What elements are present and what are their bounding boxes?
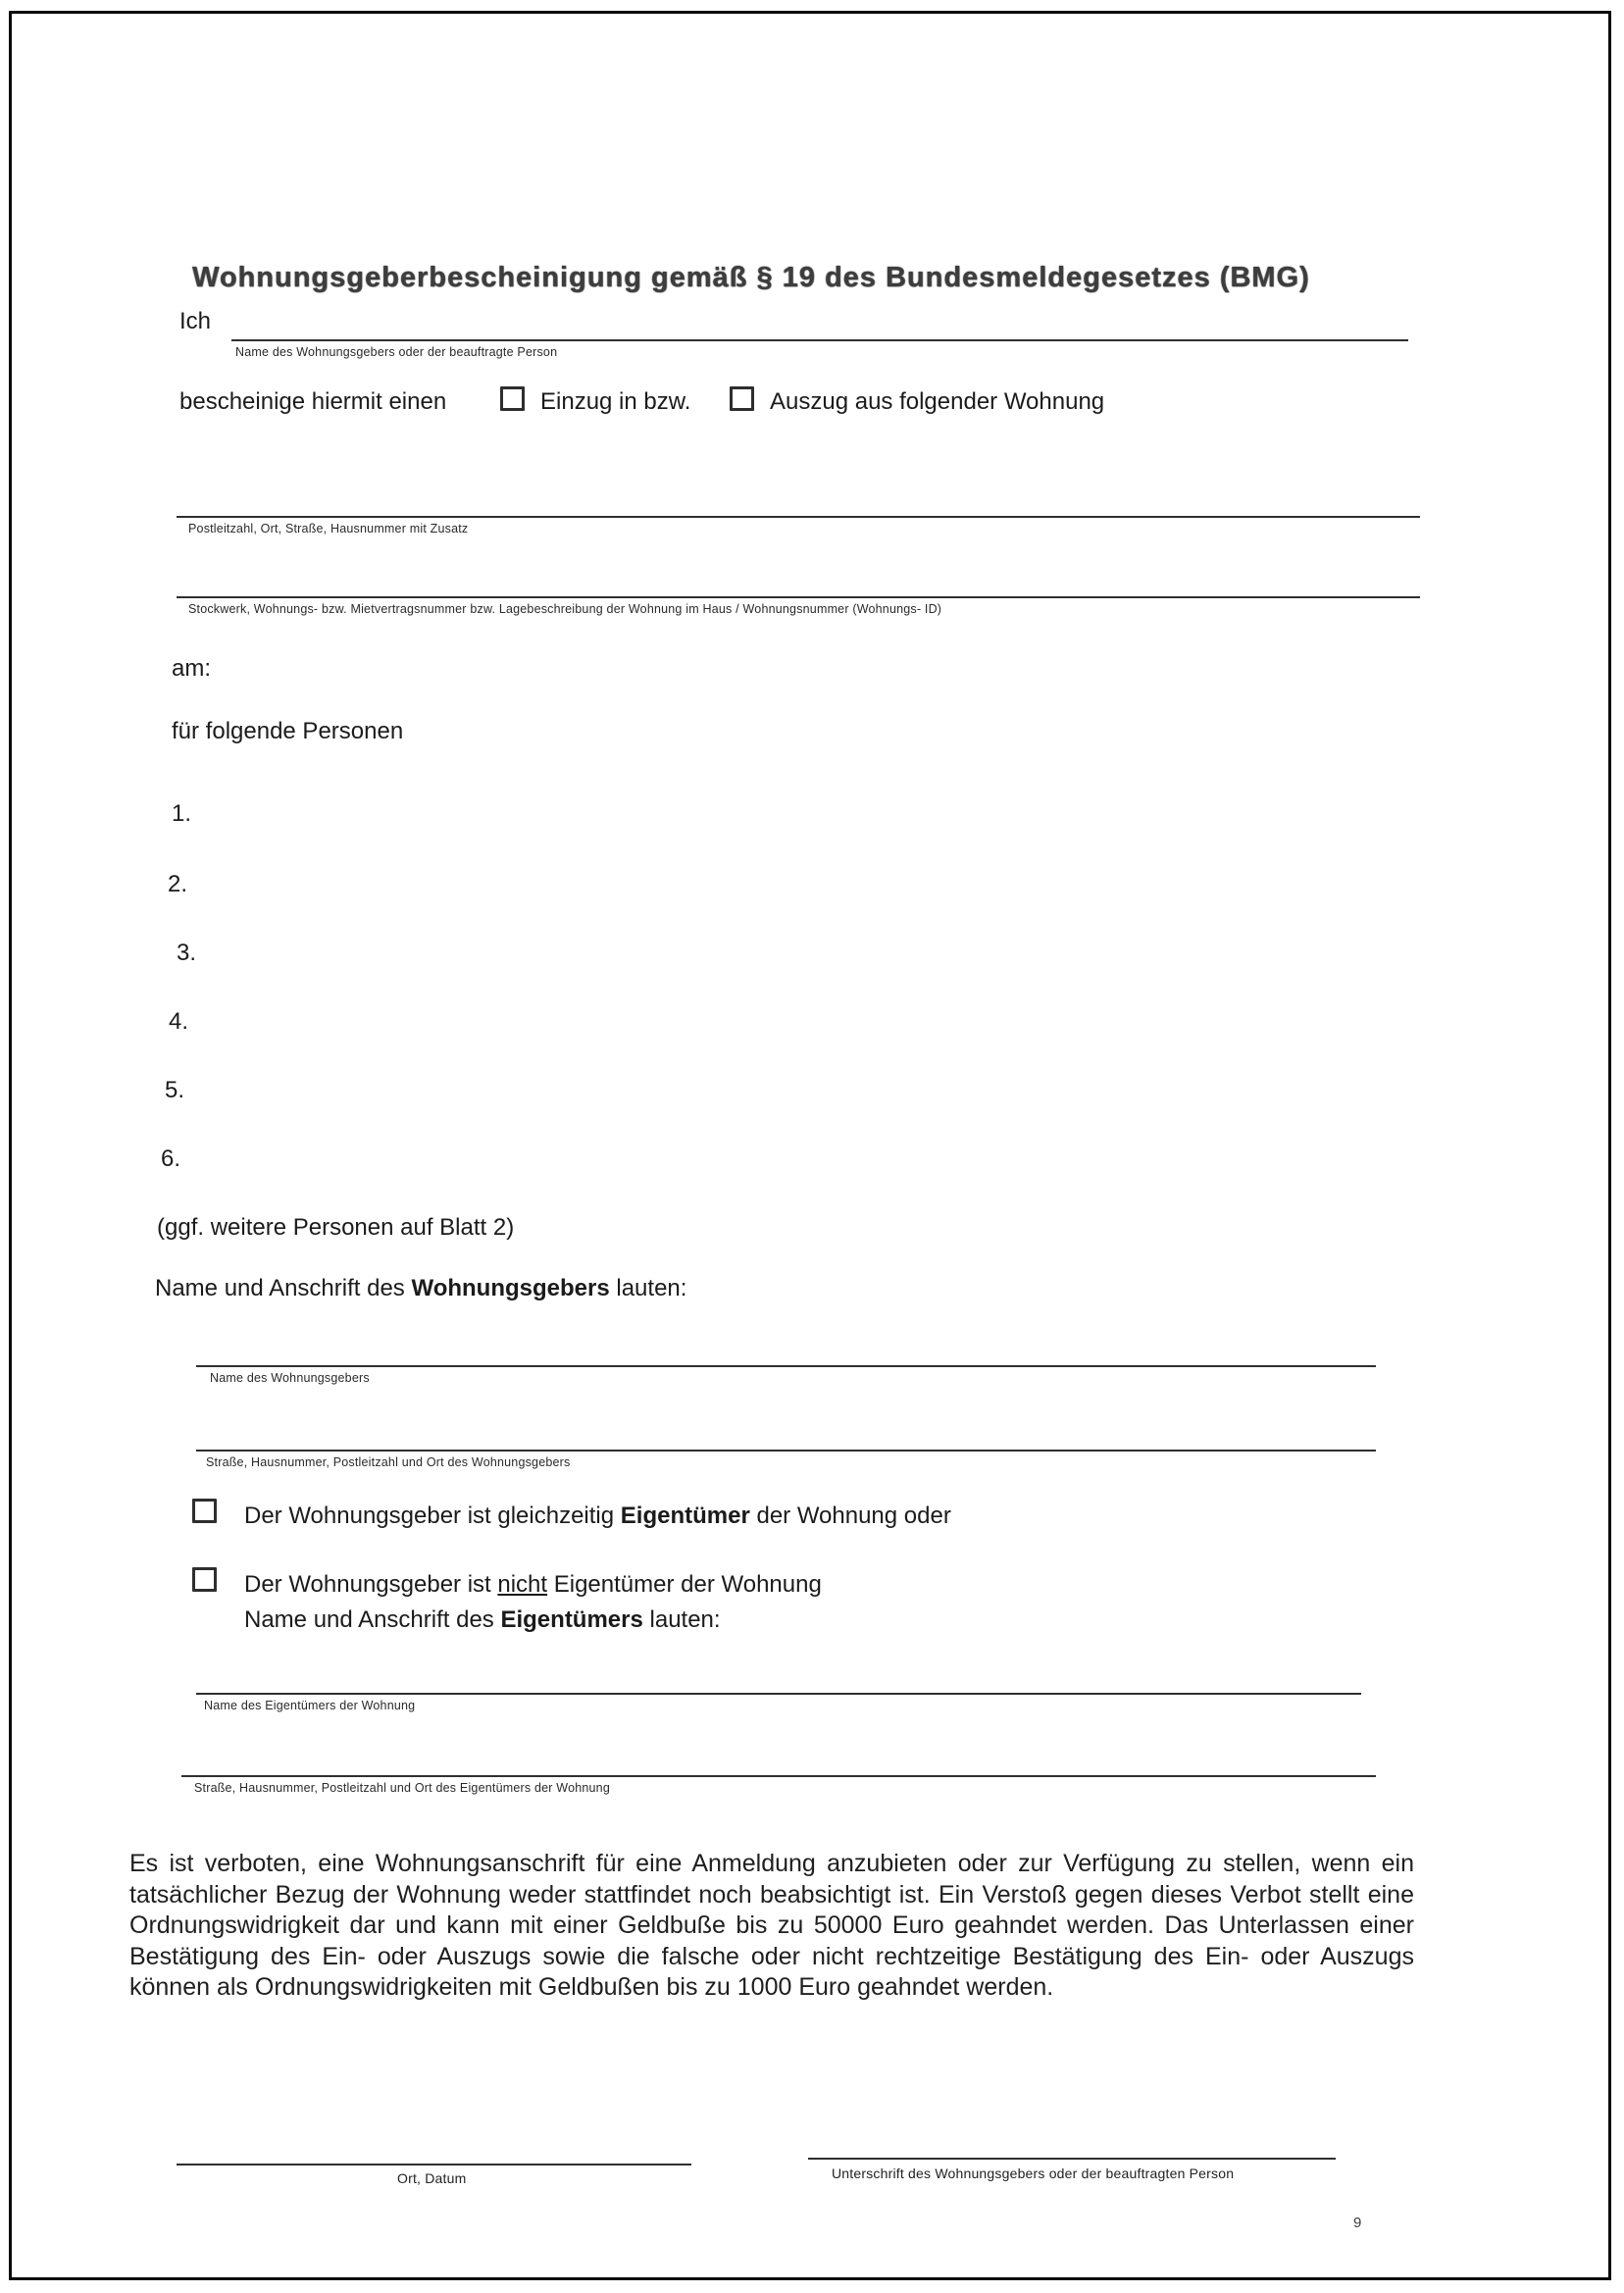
person-number-5: 5. xyxy=(165,1077,185,1103)
landlord-heading xyxy=(155,1275,686,1302)
not-owner-checkbox[interactable] xyxy=(192,1567,217,1592)
auszug-label: Auszug aus folgender Wohnung xyxy=(770,388,1105,415)
landlord-name-caption: Name des Wohnungsgebers xyxy=(210,1371,370,1385)
landlord-address-caption: Straße, Hausnummer, Postleitzahl und Ort des Wohnungsgebers xyxy=(206,1455,571,1469)
declarant-pronoun: Ich xyxy=(179,308,212,334)
declarant-name-line[interactable] xyxy=(231,339,1408,341)
owner-address-line[interactable] xyxy=(181,1775,1376,1777)
is-owner-checkbox[interactable] xyxy=(192,1499,217,1523)
owner-name-caption: Name des Eigentümers der Wohnung xyxy=(204,1699,416,1712)
is-owner-bold: Eigentümer xyxy=(620,1503,750,1529)
landlord-name-line[interactable] xyxy=(196,1365,1376,1367)
landlord-address-line[interactable] xyxy=(196,1450,1376,1452)
place-date-line[interactable] xyxy=(177,2164,691,2166)
date-label: am: xyxy=(172,655,212,682)
is-owner-option xyxy=(244,1503,951,1530)
signature-line[interactable] xyxy=(808,2158,1336,2160)
person-number-3: 3. xyxy=(177,940,197,966)
auszug-checkbox[interactable] xyxy=(730,386,754,411)
dwelling-location-line[interactable] xyxy=(177,596,1420,598)
owner-name-line[interactable] xyxy=(196,1693,1361,1695)
person-number-1: 1. xyxy=(172,800,192,827)
person-number-6: 6. xyxy=(161,1146,181,1172)
owner-heading-prefix: Name und Anschrift des xyxy=(244,1606,501,1633)
persons-heading: für folgende Personen xyxy=(172,718,404,744)
more-persons-note: (ggf. weitere Personen auf Blatt 2) xyxy=(157,1214,515,1241)
owner-heading-suffix: lauten: xyxy=(642,1606,721,1633)
landlord-heading-suffix: lauten: xyxy=(609,1275,687,1301)
einzug-label: Einzug in bzw. xyxy=(540,388,691,415)
not-owner-prefix: Der Wohnungsgeber ist xyxy=(244,1571,498,1598)
form-title: Wohnungsgeberbescheinigung gemäß § 19 des Bundesmeldegesetzes (BMG) xyxy=(192,262,1310,294)
dwelling-location-caption: Stockwerk, Wohnungs- bzw. Mietvertragsnummer bzw. Lagebeschreibung der Wohnung im Haus / Wohnungsnummer (Wohnungs- ID) xyxy=(188,602,942,616)
landlord-heading-bold: Wohnungsgebers xyxy=(411,1275,610,1301)
signature-caption: Unterschrift des Wohnungsgebers oder der beauftragten Person xyxy=(832,2166,1235,2181)
person-number-4: 4. xyxy=(169,1008,189,1035)
is-owner-prefix: Der Wohnungsgeber ist gleichzeitig xyxy=(244,1503,621,1529)
declarant-name-caption: Name des Wohnungsgebers oder der beauftragte Person xyxy=(235,345,558,359)
not-owner-suffix: Eigentümer der Wohnung xyxy=(547,1571,822,1598)
owner-heading xyxy=(244,1606,721,1634)
not-owner-underlined: nicht xyxy=(497,1571,548,1598)
owner-address-caption: Straße, Hausnummer, Postleitzahl und Ort des Eigentümers der Wohnung xyxy=(194,1781,610,1795)
legal-notice: Es ist verboten, eine Wohnungsanschrift für eine Anmeldung anzubieten oder zur Verfügung zu stellen, wenn ein tatsächlicher Bezug der Wohnung weder stattfindet noch beabsichtigt ist. Ein Verstoß gegen dieses Verbot stellt eine Ordnungswidrigkeit dar und kann mit einer Geldbuße bis zu 50000 Euro geahndet werden. Das Unterlassen einer Bestätigung des Ein- oder Auszugs sowie die falsche oder nicht rechtzeitige Bestätigung des Ein- oder Auszugs können als Ordnungswidrigkeiten mit Geldbußen bis zu 1000 Euro geahndet werden. xyxy=(129,1850,1414,2001)
landlord-heading-prefix: Name und Anschrift des xyxy=(155,1275,412,1301)
place-date-caption: Ort, Datum xyxy=(397,2170,467,2186)
person-number-2: 2. xyxy=(168,871,188,897)
page-mark: 9 xyxy=(1353,2215,1362,2231)
dwelling-address-line[interactable] xyxy=(177,516,1420,518)
statement-prefix: bescheinige hiermit einen xyxy=(179,388,447,415)
is-owner-suffix: der Wohnung oder xyxy=(749,1503,951,1529)
owner-heading-bold: Eigentümers xyxy=(500,1606,643,1633)
not-owner-option xyxy=(244,1571,822,1599)
einzug-checkbox[interactable] xyxy=(500,386,525,411)
dwelling-address-caption: Postleitzahl, Ort, Straße, Hausnummer mit Zusatz xyxy=(188,522,469,535)
